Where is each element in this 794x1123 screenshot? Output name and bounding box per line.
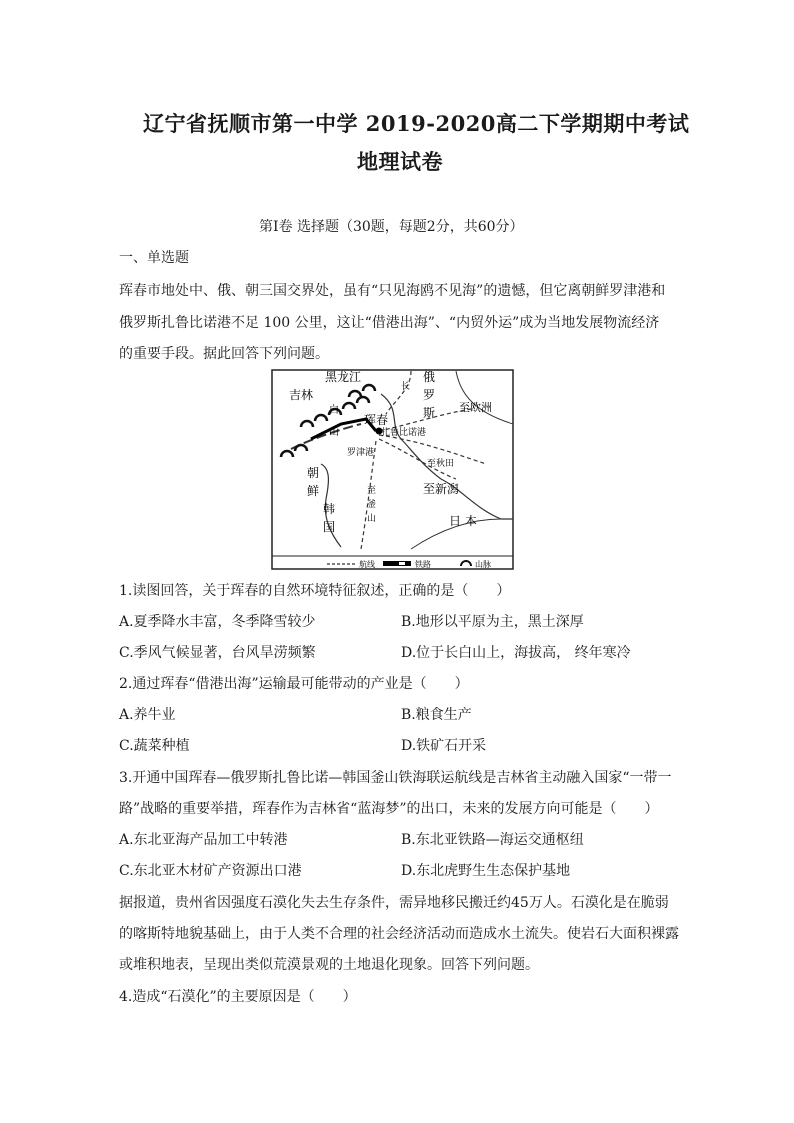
legend-route-label: 航线 — [359, 560, 375, 569]
legend-railway-label: 铁路 — [415, 560, 431, 569]
question-option: D.铁矿石开采 — [401, 738, 487, 754]
map-label-russia: 斯 — [423, 406, 436, 420]
map-label-bai: 白 — [329, 405, 339, 416]
map-label-heilongjiang: 黑龙江 — [325, 370, 362, 384]
question-option: D.东北虎野生生态保护基地 — [401, 863, 571, 879]
question-stem: 3.开通中国珲春—俄罗斯扎鲁比诺—韩国釜山铁海联运航线是吉林省主动融入国家“一带一 — [119, 770, 672, 786]
map-label-russia: 罗 — [423, 388, 436, 402]
document-subtitle: 地理试卷 — [357, 149, 443, 174]
map-label-to-busan: 釜 — [367, 500, 377, 510]
hunchun-map — [271, 369, 514, 570]
question-stem: 路”战略的重要举措，珲春作为吉林省“蓝海梦”的出口，未来的发展方向可能是（ ） — [119, 801, 659, 817]
map-label-shan: 山 — [329, 427, 339, 438]
map-label-to-niigata: 至新潟 — [423, 482, 460, 496]
question-option: C.蔬菜种植 — [119, 738, 190, 754]
passage2-line: 的喀斯特地貌基础上，由于人类不合理的社会经济活动而造成水土流失。使岩石大面积裸露 — [119, 926, 679, 942]
section-heading: 第Ⅰ卷 选择题（30题，每题2分，共60分） — [259, 219, 524, 235]
map-label-to-busan: 至 — [367, 486, 377, 496]
passage2-line: 据报道，贵州省因强度石漠化失去生存条件，需异地移民搬迁约45万人。石漠化是在脆弱 — [119, 895, 669, 911]
map-label-korea-south: 韩 — [323, 502, 336, 516]
legend-railway-swatch — [383, 561, 411, 566]
map-label-hunchun: 珲春 — [364, 413, 389, 427]
legend-mountain-label: 山脉 — [475, 560, 491, 569]
question-option: A.养牛业 — [119, 707, 176, 723]
document-title: 辽宁省抚顺市第一中学 2019-2020高二下学期期中考试 — [143, 111, 690, 136]
question-stem: 1.读图回答，关于珲春的自然环境特征叙述，正确的是（ ） — [119, 583, 511, 599]
question-option: D.位于长白山上，海拔高， 终年寒冷 — [401, 645, 631, 661]
map-label-rajin: 罗津港 — [347, 448, 375, 458]
question-option: B.粮食生产 — [401, 707, 472, 723]
map-label-korea-north: 鲜 — [307, 484, 320, 498]
question-option: C.季风气候显著，台风旱涝频繁 — [119, 645, 316, 661]
passage1-line: 的重要手段。据此回答下列问题。 — [119, 346, 329, 362]
map-label-to-akita: 至秋田 — [427, 459, 455, 469]
question-option: A.夏季降水丰富，冬季降雪较少 — [119, 614, 316, 630]
question-option: C.东北亚木材矿产资源出口港 — [119, 863, 302, 879]
question-stem: 4.造成“石漠化”的主要原因是（ ） — [119, 989, 357, 1005]
passage2-line: 或堆积地表，呈现出类似荒漠景观的土地退化现象。回答下列问题。 — [119, 957, 539, 973]
question-option: A.东北亚海产品加工中转港 — [119, 832, 288, 848]
map-label-jilin: 吉林 — [289, 388, 314, 402]
map-label-to-busan: 山 — [367, 514, 377, 524]
passage1-line: 珲春市地处中、俄、朝三国交界处，虽有“只见海鸥不见海”的遗憾，但它离朝鲜罗津港和 — [119, 283, 666, 299]
part-heading: 一、单选题 — [119, 250, 189, 266]
question-option: B.东北亚铁路—海运交通枢纽 — [401, 832, 584, 848]
map-label-japan: 日 本 — [449, 514, 477, 528]
map-label-to-europe: 至欧洲 — [459, 401, 492, 414]
passage1-line: 俄罗斯扎鲁比诺港不足 100 公里，这让“借港出海”、“内贸外运”成为当地发展物流经济 — [119, 315, 660, 331]
map-label-korea-south: 国 — [323, 520, 336, 534]
question-stem: 2.通过珲春“借港出海”运输最可能带动的产业是（ ） — [119, 676, 469, 692]
map-label-korea-north: 朝 — [307, 466, 320, 480]
question-option: B.地形以平原为主，黑土深厚 — [401, 614, 584, 630]
map-label-zarubino: 扎鲁比诺港 — [381, 428, 427, 438]
map-label-chang: 长 — [401, 382, 411, 392]
map-label-russia: 俄 — [423, 370, 436, 384]
